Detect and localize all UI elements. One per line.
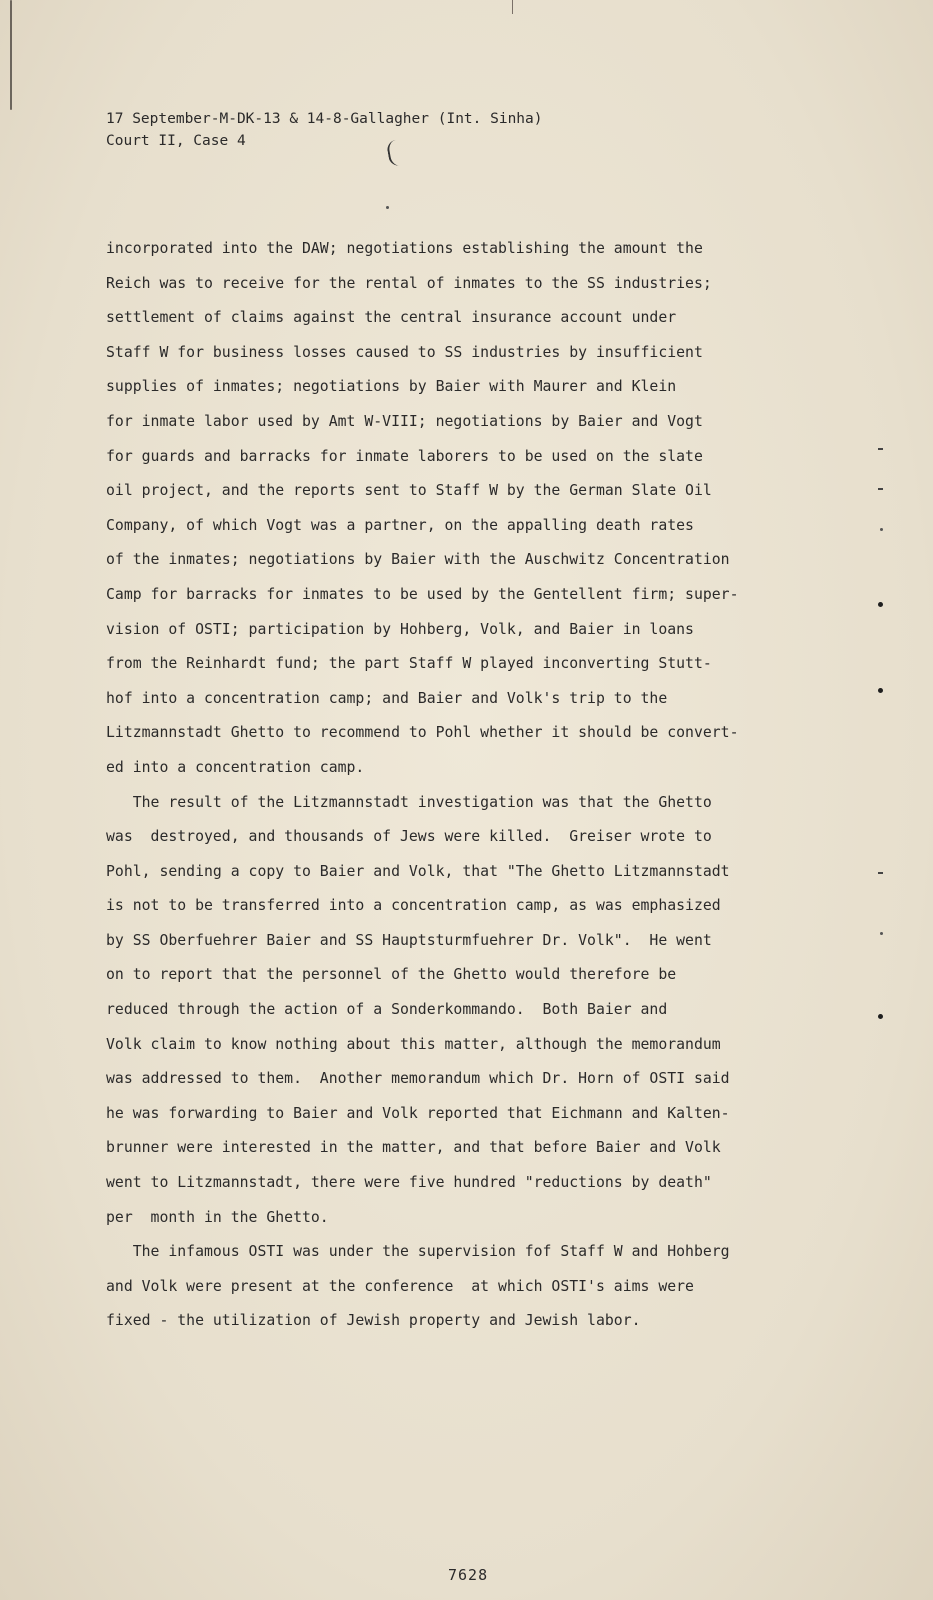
body-line: per month in the Ghetto. xyxy=(106,1208,329,1226)
margin-mark xyxy=(878,602,883,607)
margin-line xyxy=(10,0,12,110)
margin-mark xyxy=(880,932,883,935)
body-line: by SS Oberfuehrer Baier and SS Hauptsturmfuehrer Dr. Volk". He went xyxy=(106,931,712,949)
margin-mark xyxy=(878,1014,883,1019)
body-line: Pohl, sending a copy to Baier and Volk, that "The Ghetto Litzmannstadt xyxy=(106,862,730,880)
body-line: brunner were interested in the matter, and that before Baier and Volk xyxy=(106,1139,721,1157)
body-line: and Volk were present at the conference at which OSTI's aims were xyxy=(106,1277,694,1295)
margin-mark xyxy=(878,688,883,693)
body-line: of the inmates; negotiations by Baier with the Auschwitz Concentration xyxy=(106,551,730,569)
margin-mark xyxy=(878,448,883,450)
body-line: for guards and barracks for inmate laborers to be used on the slate xyxy=(106,447,703,465)
margin-mark xyxy=(878,872,883,874)
body-line: The infamous OSTI was under the supervision fof Staff W and Hohberg xyxy=(106,1243,730,1261)
body-line: Company, of which Vogt was a partner, on the appalling death rates xyxy=(106,516,694,534)
body-line: oil project, and the reports sent to Staff W by the German Slate Oil xyxy=(106,482,712,500)
body-line: reduced through the action of a Sonderkommando. Both Baier and xyxy=(106,1001,668,1019)
margin-mark xyxy=(880,528,883,531)
body-line: on to report that the personnel of the Ghetto would therefore be xyxy=(106,966,677,984)
body-line: The result of the Litzmannstadt investigation was that the Ghetto xyxy=(106,793,712,811)
body-line: Camp for barracks for inmates to be used by the Gentellent firm; super- xyxy=(106,585,739,603)
top-tick-mark xyxy=(512,0,513,14)
body-line: Reich was to receive for the rental of inmates to the SS industries; xyxy=(106,274,712,292)
body-line: vision of OSTI; participation by Hohberg, Volk, and Baier in loans xyxy=(106,620,694,638)
body-line: is not to be transferred into a concentration camp, as was emphasized xyxy=(106,897,721,915)
body-line: settlement of claims against the central insurance account under xyxy=(106,309,677,327)
body-line: Staff W for business losses caused to SS industries by insufficient xyxy=(106,343,703,361)
body-line: ed into a concentration camp. xyxy=(106,758,365,776)
page-number: 7628 xyxy=(448,1566,489,1584)
body-line: supplies of inmates; negotiations by Baier with Maurer and Klein xyxy=(106,378,677,396)
body-line: from the Reinhardt fund; the part Staff W played inconverting Stutt- xyxy=(106,655,712,673)
margin-mark xyxy=(878,488,883,490)
body-line: was destroyed, and thousands of Jews were killed. Greiser wrote to xyxy=(106,828,712,846)
body-line: incorporated into the DAW; negotiations establishing the amount the xyxy=(106,240,703,257)
body-line: he was forwarding to Baier and Volk reported that Eichmann and Kalten- xyxy=(106,1104,730,1122)
document-body xyxy=(106,232,826,1339)
body-line: hof into a concentration camp; and Baier and Volk's trip to the xyxy=(106,689,668,707)
document-header xyxy=(106,108,543,152)
body-line: went to Litzmannstadt, there were five hundred "reductions by death" xyxy=(106,1174,712,1192)
margin-mark xyxy=(386,206,389,209)
body-line: for inmate labor used by Amt W-VIII; negotiations by Baier and Vogt xyxy=(106,412,703,430)
body-line: Volk claim to know nothing about this matter, although the memorandum xyxy=(106,1035,721,1053)
body-line: fixed - the utilization of Jewish property and Jewish labor. xyxy=(106,1312,641,1330)
body-line: Litzmannstadt Ghetto to recommend to Pohl whether it should be convert- xyxy=(106,724,739,742)
header-line-2: Court II, Case 4 xyxy=(106,133,246,149)
header-line-1: 17 September-M-DK-13 & 14-8-Gallagher (Int. Sinha) xyxy=(106,111,543,127)
body-line: was addressed to them. Another memorandum which Dr. Horn of OSTI said xyxy=(106,1070,730,1088)
